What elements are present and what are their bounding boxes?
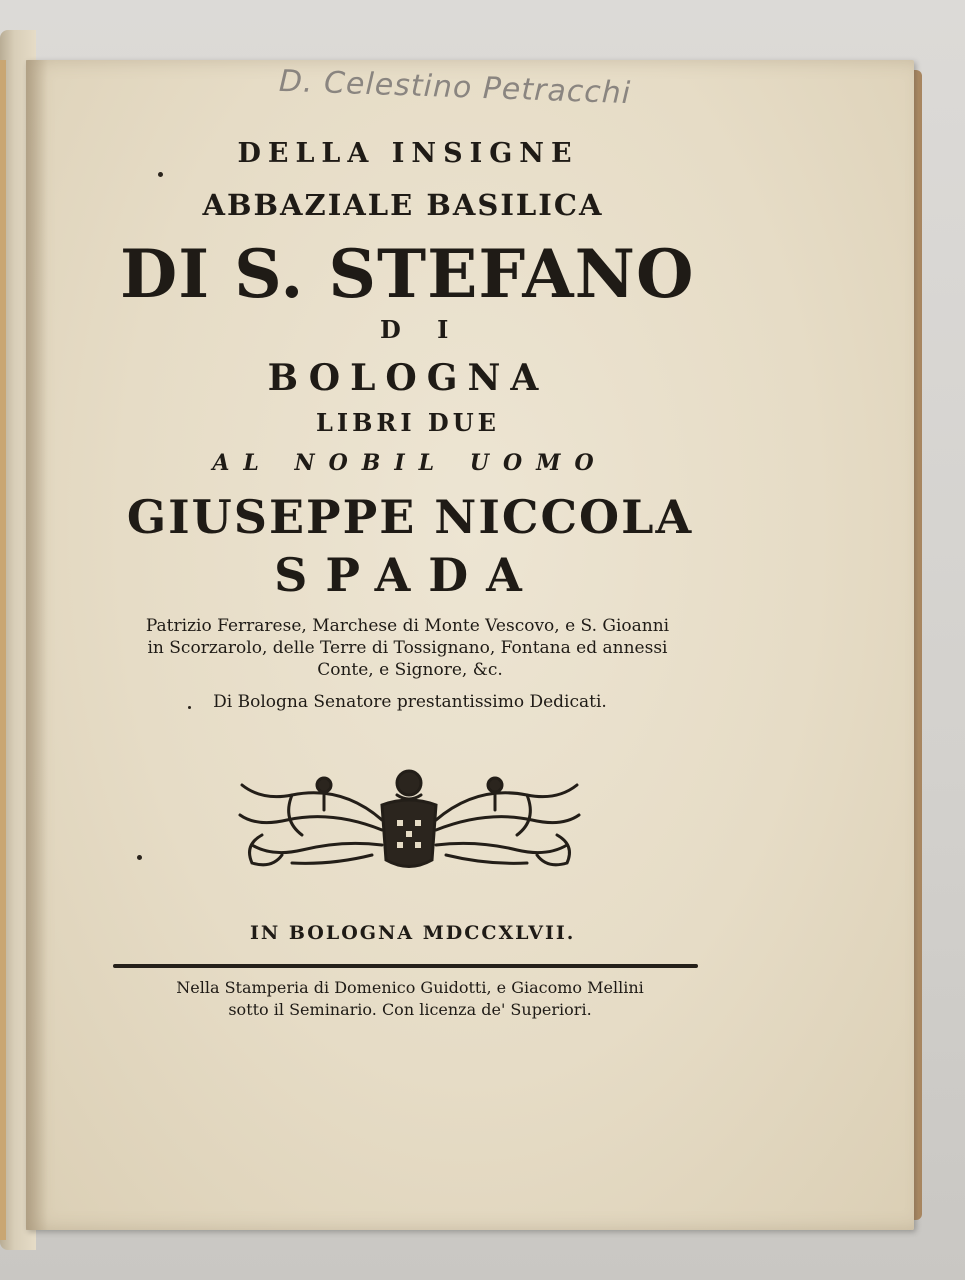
- paper-speck: [188, 706, 191, 709]
- dedication-line-3: Conte, e Signore, &c.: [317, 660, 503, 680]
- dedicatee-surname: SPADA: [274, 548, 540, 602]
- printer-ornament-icon: [232, 765, 587, 875]
- printer-line-2: sotto il Seminario. Con licenza de' Superiori.: [228, 1000, 592, 1019]
- title-line-1: DELLA INSIGNE: [237, 138, 579, 169]
- handwritten-inscription: D. Celestino Petracchi: [278, 63, 632, 112]
- paper-speck: [158, 172, 163, 177]
- dedication-line-2: in Scorzarolo, delle Terre di Tossignano, Fontana ed annessi: [147, 638, 668, 658]
- imprint-place-date: IN BOLOGNA MDCCXLVII.: [250, 922, 576, 944]
- binding-edge: [0, 60, 6, 1240]
- imprint-rule: [113, 964, 698, 968]
- title-line-7: AL NOBIL UOMO: [212, 450, 608, 476]
- printer-line-1: Nella Stamperia di Domenico Guidotti, e Giacomo Mellini: [176, 978, 644, 997]
- dedication-line-1: Patrizio Ferrarese, Marchese di Monte Vescovo, e S. Gioanni: [145, 616, 670, 636]
- title-line-3: DI S. STEFANO: [120, 235, 695, 313]
- title-line-6: LIBRI DUE: [316, 408, 500, 437]
- title-line-2: ABBAZIALE BASILICA: [202, 188, 604, 222]
- paper-speck: [137, 855, 142, 860]
- dedicatee-name: GIUSEPPE NICCOLA: [126, 490, 694, 544]
- page-gutter-shadow: [26, 60, 48, 1230]
- title-line-5: BOLOGNA: [267, 357, 549, 399]
- title-line-4: D I: [380, 315, 463, 344]
- dedication-line-4: Di Bologna Senatore prestantissimo Dedicati.: [213, 692, 607, 712]
